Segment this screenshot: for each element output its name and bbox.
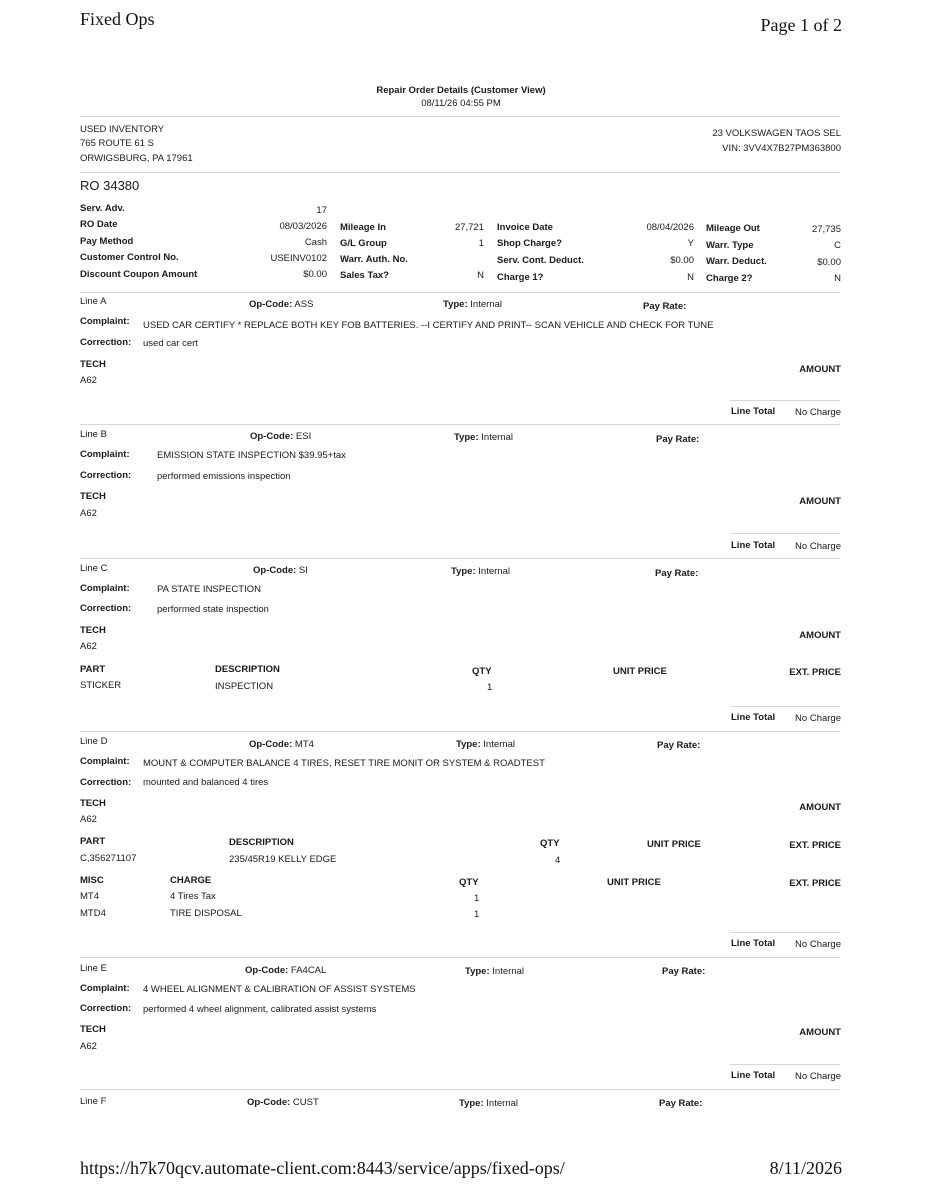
vehicle-vin: VIN: 3VV4X7B27PM363800 — [722, 143, 841, 154]
ro-date-value: 08/03/2026 — [279, 221, 327, 232]
line-total-label: Line Total — [731, 540, 776, 551]
opcode-field: Op-Code: FA4CAL — [245, 965, 327, 976]
correction-label: Correction: — [80, 1003, 132, 1014]
misc-charge: 4 Tires Tax — [170, 891, 216, 902]
opcode-field: Op-Code: ASS — [249, 299, 314, 310]
line-label: Line E — [80, 963, 107, 974]
warr-deduct-label: Warr. Deduct. — [706, 256, 767, 267]
invoice-date-label: Invoice Date — [497, 222, 553, 233]
part-number: STICKER — [80, 680, 122, 691]
payrate-label: Pay Rate: — [657, 740, 701, 751]
ext-price-header: EXT. PRICE — [789, 840, 841, 851]
print-footer-url: https://h7k70qcv.automate-client.com:8443/service/apps/fixed-ops/ — [80, 1158, 565, 1178]
ro-number: RO 34380 — [80, 178, 140, 193]
invoice-date-value: 08/04/2026 — [646, 222, 694, 233]
print-header-title: Fixed Ops — [80, 9, 155, 29]
charge-header: CHARGE — [170, 875, 212, 886]
payrate-label: Pay Rate: — [656, 434, 700, 445]
correction-label: Correction: — [80, 337, 132, 348]
line-total-value: No Charge — [795, 1071, 841, 1082]
report-title: Repair Order Details (Customer View) — [376, 85, 546, 96]
complaint-label: Complaint: — [80, 449, 130, 460]
line-total-label: Line Total — [731, 938, 776, 949]
gl-group-value: 1 — [478, 238, 484, 249]
payrate-label: Pay Rate: — [659, 1098, 703, 1109]
page-number: Page 1 of 2 — [760, 15, 842, 35]
type-field: Type: Internal — [456, 739, 515, 750]
description-header: DESCRIPTION — [215, 664, 280, 675]
type-field: Type: Internal — [465, 966, 524, 977]
part-description: 235/45R19 KELLY EDGE — [229, 854, 337, 865]
ext-price-header: EXT. PRICE — [789, 878, 841, 889]
line-label: Line A — [80, 296, 107, 307]
qty-header: QTY — [540, 838, 560, 849]
line-total-value: No Charge — [795, 939, 841, 950]
tech-header: TECH — [80, 491, 106, 502]
complaint-label: Complaint: — [80, 583, 130, 594]
pay-method-value: Cash — [304, 237, 327, 248]
gl-group-label: G/L Group — [340, 238, 387, 249]
part-qty: 4 — [555, 855, 561, 866]
opcode-field: Op-Code: SI — [253, 565, 308, 576]
charge2-label: Charge 2? — [706, 273, 753, 284]
correction-label: Correction: — [80, 777, 132, 788]
line-total-label: Line Total — [731, 712, 776, 723]
complaint-label: Complaint: — [80, 983, 130, 994]
line-label: Line F — [80, 1096, 107, 1107]
charge1-label: Charge 1? — [497, 272, 544, 283]
line-total-value: No Charge — [795, 713, 841, 724]
correction-text: performed emissions inspection — [157, 471, 291, 482]
customer-control-label: Customer Control No. — [80, 252, 179, 263]
opcode-field: Op-Code: ESI — [250, 431, 312, 442]
serv-adv-label: Serv. Adv. — [80, 203, 125, 214]
qty-header: QTY — [472, 666, 492, 677]
correction-text: performed state inspection — [157, 604, 269, 615]
mileage-in-value: 27,721 — [454, 222, 484, 233]
line-label: Line D — [80, 736, 108, 747]
part-header: PART — [80, 836, 106, 847]
tech-header: TECH — [80, 625, 106, 636]
payrate-label: Pay Rate: — [662, 966, 706, 977]
unit-price-header: UNIT PRICE — [647, 839, 701, 850]
description-header: DESCRIPTION — [229, 837, 294, 848]
line-total-value: No Charge — [795, 407, 841, 418]
line-total-label: Line Total — [731, 1070, 776, 1081]
amount-header: AMOUNT — [799, 496, 841, 507]
complaint-text: PA STATE INSPECTION — [157, 584, 261, 595]
correction-label: Correction: — [80, 603, 132, 614]
misc-header: MISC — [80, 875, 104, 886]
qty-header: QTY — [459, 877, 479, 888]
correction-label: Correction: — [80, 470, 132, 481]
misc-qty: 1 — [474, 909, 480, 920]
complaint-text: EMISSION STATE INSPECTION $39.95+tax — [157, 450, 346, 461]
correction-text: performed 4 wheel alignment, calibrated assist systems — [143, 1004, 377, 1015]
ro-date-label: RO Date — [80, 219, 118, 230]
correction-text: used car cert — [143, 338, 198, 349]
tech-value: A62 — [80, 814, 97, 825]
sales-tax-label: Sales Tax? — [340, 270, 389, 281]
report-timestamp: 08/11/26 04:55 PM — [421, 98, 501, 109]
opcode-field: Op-Code: MT4 — [249, 739, 314, 750]
tech-header: TECH — [80, 359, 106, 370]
warr-type-value: C — [834, 240, 841, 251]
type-field: Type: Internal — [443, 299, 502, 310]
complaint-text: MOUNT & COMPUTER BALANCE 4 TIRES, RESET TIRE MONIT OR SYSTEM & ROADTEST — [143, 758, 545, 769]
tech-value: A62 — [80, 641, 97, 652]
tech-header: TECH — [80, 798, 106, 809]
line-label: Line B — [80, 429, 107, 440]
ext-price-header: EXT. PRICE — [789, 667, 841, 678]
customer-address-2: ORWIGSBURG, PA 17961 — [80, 153, 193, 164]
misc-code: MTD4 — [80, 908, 106, 919]
line-label: Line C — [80, 563, 108, 574]
amount-header: AMOUNT — [799, 630, 841, 641]
charge2-value: N — [834, 273, 841, 284]
type-field: Type: Internal — [459, 1098, 518, 1109]
tech-value: A62 — [80, 375, 97, 386]
customer-address-1: 765 ROUTE 61 S — [80, 138, 154, 149]
complaint-label: Complaint: — [80, 316, 130, 327]
print-footer-date: 8/11/2026 — [769, 1158, 842, 1178]
type-field: Type: Internal — [454, 432, 513, 443]
misc-qty: 1 — [474, 893, 480, 904]
amount-header: AMOUNT — [799, 1027, 841, 1038]
sales-tax-value: N — [477, 270, 484, 281]
amount-header: AMOUNT — [799, 802, 841, 813]
opcode-field: Op-Code: CUST — [247, 1097, 319, 1108]
vehicle-description: 23 VOLKSWAGEN TAOS SEL — [712, 128, 841, 139]
part-description: INSPECTION — [215, 681, 274, 692]
mileage-out-value: 27,735 — [811, 224, 841, 235]
part-number: C,356271107 — [80, 853, 137, 864]
serv-cont-deduct-value: $0.00 — [670, 255, 694, 266]
part-header: PART — [80, 664, 106, 675]
warr-auth-label: Warr. Auth. No. — [340, 254, 408, 265]
mileage-in-label: Mileage In — [340, 222, 386, 233]
complaint-label: Complaint: — [80, 756, 130, 767]
amount-header: AMOUNT — [799, 364, 841, 375]
complaint-text: 4 WHEEL ALIGNMENT & CALIBRATION OF ASSIST SYSTEMS — [143, 984, 416, 995]
tech-header: TECH — [80, 1024, 106, 1035]
unit-price-header: UNIT PRICE — [613, 666, 667, 677]
mileage-out-label: Mileage Out — [706, 223, 760, 234]
pay-method-label: Pay Method — [80, 236, 134, 247]
line-total-label: Line Total — [731, 406, 776, 417]
shop-charge-label: Shop Charge? — [497, 238, 562, 249]
correction-text: mounted and balanced 4 tires — [143, 777, 269, 788]
warr-deduct-value: $0.00 — [817, 257, 841, 268]
tech-value: A62 — [80, 1041, 97, 1052]
warr-type-label: Warr. Type — [706, 240, 754, 251]
serv-adv-value: 17 — [316, 205, 327, 216]
tech-value: A62 — [80, 508, 97, 519]
customer-control-value: USEINV0102 — [270, 253, 327, 264]
serv-cont-deduct-label: Serv. Cont. Deduct. — [497, 255, 584, 266]
discount-coupon-label: Discount Coupon Amount — [80, 269, 198, 280]
payrate-label: Pay Rate: — [655, 568, 699, 579]
line-total-value: No Charge — [795, 541, 841, 552]
customer-name: USED INVENTORY — [80, 124, 165, 135]
charge1-value: N — [687, 272, 694, 283]
discount-coupon-value: $0.00 — [303, 269, 327, 280]
part-qty: 1 — [487, 682, 493, 693]
type-field: Type: Internal — [451, 566, 510, 577]
complaint-text: USED CAR CERTIFY * REPLACE BOTH KEY FOB BATTERIES. --I CERTIFY AND PRINT-- SCAN VEHICLE AND CHECK FOR TUNE — [143, 320, 714, 331]
payrate-label: Pay Rate: — [643, 301, 687, 312]
misc-code: MT4 — [80, 891, 99, 902]
unit-price-header: UNIT PRICE — [607, 877, 661, 888]
misc-charge: TIRE DISPOSAL — [170, 908, 242, 919]
shop-charge-value: Y — [687, 238, 694, 249]
